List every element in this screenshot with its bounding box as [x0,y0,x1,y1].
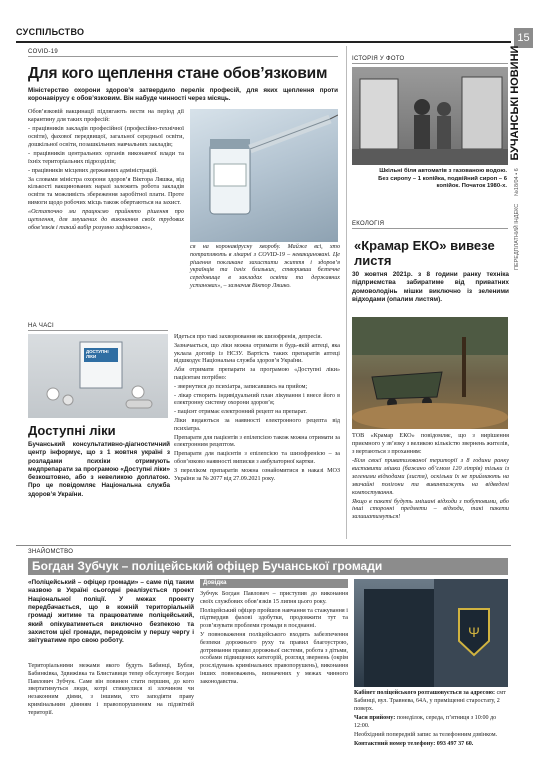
dovidka-par-1: Зубчук Богдан Павлович – приступив до виконання своїх службових обов’язків 15 липня цього року. [200,591,348,605]
phone-value: 093 497 37 60. [436,740,474,747]
covid-list-2: - працівників центральних органів виконавчої влади та їхніх територіальних підрозділів; [28,149,184,165]
news-par-8: Препарати для пацієнтів з епілепсією також можна отримати за електронним рецептом. [174,434,340,449]
ecology-quote-1: -Біля своєї приватизованої території з 8 години ранку виставити мішки (бажано об’ємом 120 літрів) тільки із зеленими відходами (листя), оскільки їх не приймають на звичайні полігони та вивантажуть на відведені компостування. [352,456,509,496]
vaccine-photo [190,109,338,242]
hours-value: понеділок, середа, п’ятниця з 10:00 до 12:00. [354,714,497,729]
news-rubric-label: НА ЧАСІ [28,323,54,329]
news-par-2: Зазначається, що ліки можна отримати в будь-якій аптеці, яка уклала договір із НСЗУ. Вартість таких препаратів аптеці відшкодує Національна служба здоров’я України. [174,342,340,365]
sidebar-masthead [508,45,528,270]
header-rule [16,41,511,43]
covid-lead: Міністерство охорони здоров’я затвердило перелік професій, для яких щеплення проти коронавірусу є обов’язковим. Він набуде чинності через місяць. [28,87,338,103]
news-par-3: Аби отримати препарати за програмою «Доступні ліки» пацієнтам потрібно: [174,367,340,381]
column-divider [346,46,347,539]
ecology-rubric-label: ЕКОЛОГІЯ [352,221,385,227]
history-photo [352,67,508,165]
history-rubric [352,55,508,64]
history-rubric-label: ІСТОРІЯ У ФОТО [352,56,405,62]
medicine-box-label: ДОСТУПНІ ЛІКИ [86,349,109,359]
news-col2 [174,334,340,540]
police-rubric-label: ЗНАЙОМСТВО [28,549,74,555]
covid-list-1: - працівників закладів професійної (професійно-технічної освіти), фахової передвищої, загальної середньої освіти, дошкільної освіти, позашкільних навчальних закладів; [28,124,184,148]
police-rubric [28,548,178,557]
police-badge-icon [354,579,508,687]
news-lead: Бучанський консультативно-діагностичний центр інформує, що з 1 жовтня україні з розладами психіки отримують медпрепарати за програмою «Доступні ліки» безкоштовно, або з невеликою доплатою. Про це повідомляє Національна служба здоров’я України. [28,441,170,498]
dovidka-label-bar [200,579,348,588]
covid-list-3: - працівників місцевих державних адміністрацій. [28,166,158,174]
page-number: 15 [517,32,530,44]
news-par-1: Йдеться про такі захворювання як шизофренія, депресія. [174,334,323,340]
covid-body: За словами міністра охорони здоров’я Віктора Ляшка, від кількості вакцинованих наразі залежить робота закладів освіти та можливість збереження заробітної плати. Проте вимоги щодо робочих місць також обертаються на захист. [28,175,184,207]
ecology-lead: 30 жовтня 2021р. з 8 години ранку техніка підприємства забиратиме від приватних домоволодінь мішки виключно із зеленими відходами (опалим листям). [352,271,509,304]
news-par-5: - лікар створить індивідуальний план лікування і внесе його в електронну систему охорони здоров’я; [174,392,340,407]
covid-rubric-label: COVID-19 [28,49,59,55]
police-title-bar [28,558,508,575]
dovidka-box [200,579,348,754]
sidebar-issue: ПЕРЕДПЛАТНИЙ ІНДЕКС [514,203,520,270]
ecology-title: «Крамар ЕКО» вивезе листя [354,238,495,268]
section-title: СУСПІЛЬСТВО [16,27,85,37]
medicine-photo [28,334,168,418]
covid-col1 [28,108,184,258]
hours-label: Часи прийому: [354,714,396,721]
news-rubric [28,322,168,331]
covid-title-text: Для кого щеплення стане обов’язковим [28,65,328,82]
police-photo [354,579,508,687]
svg-text:Ψ: Ψ [468,624,480,640]
leaves-photo [352,317,508,429]
covid-intro: Обов’язковій вакцинації підлягають вести на період дії карантину для таких професій: [28,108,184,123]
police-contacts [354,690,508,749]
soda-machine-icon [352,67,508,165]
police-title: Богдан Зубчук – поліцейський офіцер Бучанської громади [32,559,383,573]
ecology-quote-2: Якщо в пакеті будуть змішані відходи з побутовими, або інші сторонні предмети – відходи, такі пакети залишатимуться! [352,497,509,521]
appointment-note: Необхідний попередній запис за телефонним дзвінком. [354,731,498,738]
police-lead: «Поліцейський – офіцер громади» – саме під таким назвою в Україні сьогодні реалізується проект Національної поліції. У межах проекту передбачається, що в кожній територіальній громаді житиме та працюватиме поліцейський, який опікуватиметься виключно безпекою та захистом цієї громади, передовсім у першу чергу і звітуватиме про свою роботу. [28,579,194,645]
news-par-6: - пацієнт отримає електронний рецепт на препарат. [174,409,307,416]
news-par-4: - звернутися до психіатра, записавшись на прийом; [174,383,308,390]
dovidka-label: Довідка [203,580,227,586]
history-caption: Шкільні біля автоматів з газованою водою. Без сиропу – 1 копійка, подвійний сироп – 6 копійок. Початок 1980-х. [378,168,507,190]
contact-address: смт Бабинці, вул. Травнева, 64А, у приміщенні старостату, 2 поверх. [354,690,506,712]
ecology-rubric [352,220,508,229]
covid-rubric [28,48,338,57]
covid-quote: «Остаточно ми працюємо прийнято рішення про щеплення, для змушених до виконання своїх трудових обов’язків і такий вибір розумно зафіксовано», [28,208,184,232]
news-par-10: З переліком препаратів можна ознайомитися в наказі МОЗ України за № 2077 від 27.09.2021 року. [174,467,340,482]
ecology-body [352,432,509,522]
contact-title: Кабінет поліцейського розташовується за адресою: [354,690,496,696]
header-bar [16,27,508,41]
phone-label: Контактний номер телефону: [354,740,436,747]
covid-col2-continued: ся на коронавірусну хворобу. Майже всі, хто потрапляють в лікарні з COVID-19 – невакциновані. Це рішення покликане захистити життя і здоров’я українців та їхніх близьких, створивши безпечне середовище в закладах освіти та державних установах», – зазначив Віктор Ляшко. [190,244,340,289]
dovidka-par-3: У повноваження поліцейського входить забезпечення безпеки дорожнього руху та правил благоустрою, дотримання правил дорожньої системи, робота з дітьми, особами підвищених категорій, розгляд звернень (окрім розслідувань кримінальних правопорушень), виконання інших повноважень, визначених у межах чинного законодавства. [200,631,348,685]
covid-title [28,65,348,85]
leaves-cart-icon [352,317,508,429]
sidebar-paper: БУЧАНСЬКІ НОВИНИ [509,45,521,161]
police-top-rule [16,545,511,546]
vaccine-syringe-icon [190,109,338,242]
ecology-body-text: ТОВ «Крамар ЕКО» повідомляє, що з вирішення приємного у зв’язку з великою кількістю звернень жителів, з вертаються з проханням: [352,432,509,455]
dovidka-text [200,588,348,687]
police-body: Територіальними межами якого будуть Бабинці, Бубля, Бабинківка, Здвижівка та Блиставиця тепер обслуговує Богдан Павлович Зубчук. Саме він повинен стати першим, до кого звертатимуться люди, котрі стикнулися зі злочином чи незаконним діями, з іншими, хто заподіяти праву кримінальним діянням і правопорушенням на підзвітній території. [28,663,194,716]
news-title: Доступні ліки [28,423,116,438]
news-par-7: Ліки видаються за наявності електронного рецепта від психіатра. [174,417,340,432]
dovidka-par-2: Поліцейський офіцер пройшов навчання та стажування і підтвердив фахові здобутки, продовжити тут та розв’язувати проблеми громади в поєднанні. [200,607,348,630]
sidebar-date: №18/04 • 6 [514,168,520,196]
pills-box-icon [28,334,168,418]
news-par-9: Препарати для пацієнтів з епілепсією та шизофренією – за обов’язково наявності виписки з амбулаторної картки. [174,451,340,465]
